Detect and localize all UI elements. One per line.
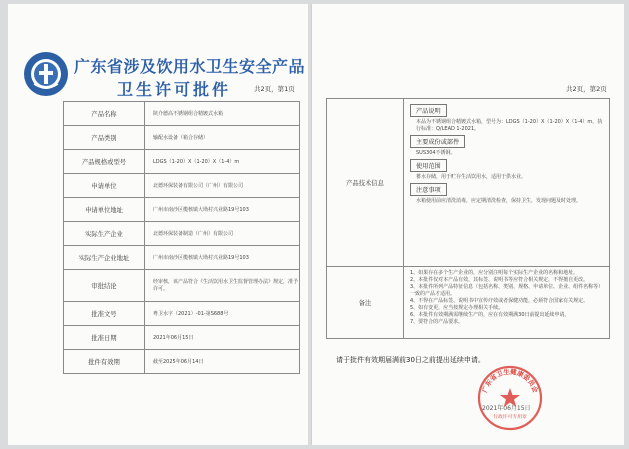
permit-page-2 xyxy=(312,4,624,445)
section-text: 蓄水存储，用于贮存生活饮用水，适用于供水业。 xyxy=(416,174,527,180)
row-label: 实际生产企业 xyxy=(64,222,145,246)
row-value: 粤卫水字（2021）-01-第S688号 xyxy=(145,302,300,326)
section-title: 主要成份或部件 xyxy=(410,135,465,148)
row-label: 产品规格或型号 xyxy=(64,150,145,174)
row-value: 广州市南沙区榄核镇大坳村兴业路19号103 xyxy=(145,246,300,270)
table-row xyxy=(64,302,300,326)
row-value: 北德环保装备有限公司（广州）有限公司 xyxy=(145,174,300,198)
table-row xyxy=(64,270,300,302)
row-label: 审批结论 xyxy=(64,270,145,302)
remark-item: 7、要符合的产品要求。 xyxy=(410,319,464,325)
seal-text: 广东省卫生健康委员会 xyxy=(480,367,540,394)
section-text: 水箱使用前应清洗消毒，应定期清洗检查，保持卫生，发现问题及时处理。 xyxy=(416,198,582,204)
row-value: 北德环保装备制造（广州）有限公司 xyxy=(145,222,300,246)
row-value: 截至2025年06月14日 xyxy=(145,350,300,374)
official-seal-icon xyxy=(476,364,544,432)
remark-item: 3、本批件所列产品特征信息（包括名称、类别、规格、申请单位、企业、组件名称等）一致的产品才适用。 xyxy=(410,284,601,297)
technical-info-table xyxy=(326,98,610,339)
row-value: 2021年06月15日 xyxy=(145,326,300,350)
remark-item: 6、本批件有效期满需继续生产的，应在有效期满30日前提出延续申请。 xyxy=(410,312,570,318)
table-row xyxy=(64,150,300,174)
row-value: 经审核，该产品符合《生活饮用水卫生监督管理办法》规定，准予许可。 xyxy=(145,270,300,302)
section-title: 使用范围 xyxy=(410,159,447,172)
table-row xyxy=(64,126,300,150)
info-label: 产品技术信息 xyxy=(327,99,404,267)
permit-page-1 xyxy=(8,4,308,445)
remark-item: 1、如果存在多个生产企业的，应分别注明每个实际生产企业的名称和地址。 xyxy=(410,270,579,276)
section-title: 产品说明 xyxy=(410,104,447,117)
section-text: SUS304不锈钢。 xyxy=(416,150,456,156)
row-label: 产品类别 xyxy=(64,126,145,150)
row-value: LDGS（1-20）X（1-20）X（1-4）m xyxy=(145,150,300,174)
row-label: 批件有效期 xyxy=(64,350,145,374)
row-label: 产品名称 xyxy=(64,102,145,126)
info-content xyxy=(404,99,610,267)
footer-note: 请于批件有效期届满前30日之前提出延续申请。 xyxy=(336,356,485,364)
remark-item: 4、不得在产品标签、说明书中宣传疗效或者保健功能，必须符合国家有关规定。 xyxy=(410,298,589,304)
table-row xyxy=(64,246,300,270)
page-number: 共2页，第1页 xyxy=(254,85,295,93)
table-row xyxy=(64,326,300,350)
document-subtitle: 卫生许可批件 xyxy=(117,80,232,99)
table-row xyxy=(64,350,300,374)
issue-date: 2021年06月15日 xyxy=(482,405,531,412)
permit-table xyxy=(63,101,300,374)
row-label: 实际生产企业地址 xyxy=(64,246,145,270)
seal-subtext: 行政许可专用章 xyxy=(493,415,527,420)
table-row xyxy=(327,99,610,267)
section-title: 注意事项 xyxy=(410,183,447,196)
table-row xyxy=(327,267,610,339)
row-label: 批准文号 xyxy=(64,302,145,326)
table-row xyxy=(64,102,300,126)
row-value: 输配水设备（箱合存储） xyxy=(145,126,300,150)
section-text: 本品为不锈钢组合精镀式水箱，型号为：LDGS（1-20）X（1-20）X（1-4）m，执行标准：Q/LEAD 1-2021。 xyxy=(416,119,603,132)
table-row xyxy=(64,198,300,222)
document-title: 广东省涉及饮用水卫生安全产品 xyxy=(74,57,306,76)
row-label: 批准日期 xyxy=(64,326,145,350)
remarks-content xyxy=(404,267,610,339)
row-label: 申请单位 xyxy=(64,174,145,198)
row-label: 申请单位地址 xyxy=(64,198,145,222)
row-value: 陕介德高不锈钢组合精镀式水箱 xyxy=(145,102,300,126)
remarks-label: 备注 xyxy=(327,267,404,339)
health-emblem-icon xyxy=(22,50,70,98)
remark-item: 2、本批件仅对本产品有效，其标签、说明书等应符合相关规定，不得擅自更改。 xyxy=(410,277,589,283)
page-number: 共2页，第2页 xyxy=(566,85,607,93)
row-value: 广州市南沙区榄核镇大坳村兴业路19号103 xyxy=(145,198,300,222)
table-row xyxy=(64,222,300,246)
table-row xyxy=(64,174,300,198)
remark-item: 5、如有变更，应当按规定办理相关手续。 xyxy=(410,305,504,311)
